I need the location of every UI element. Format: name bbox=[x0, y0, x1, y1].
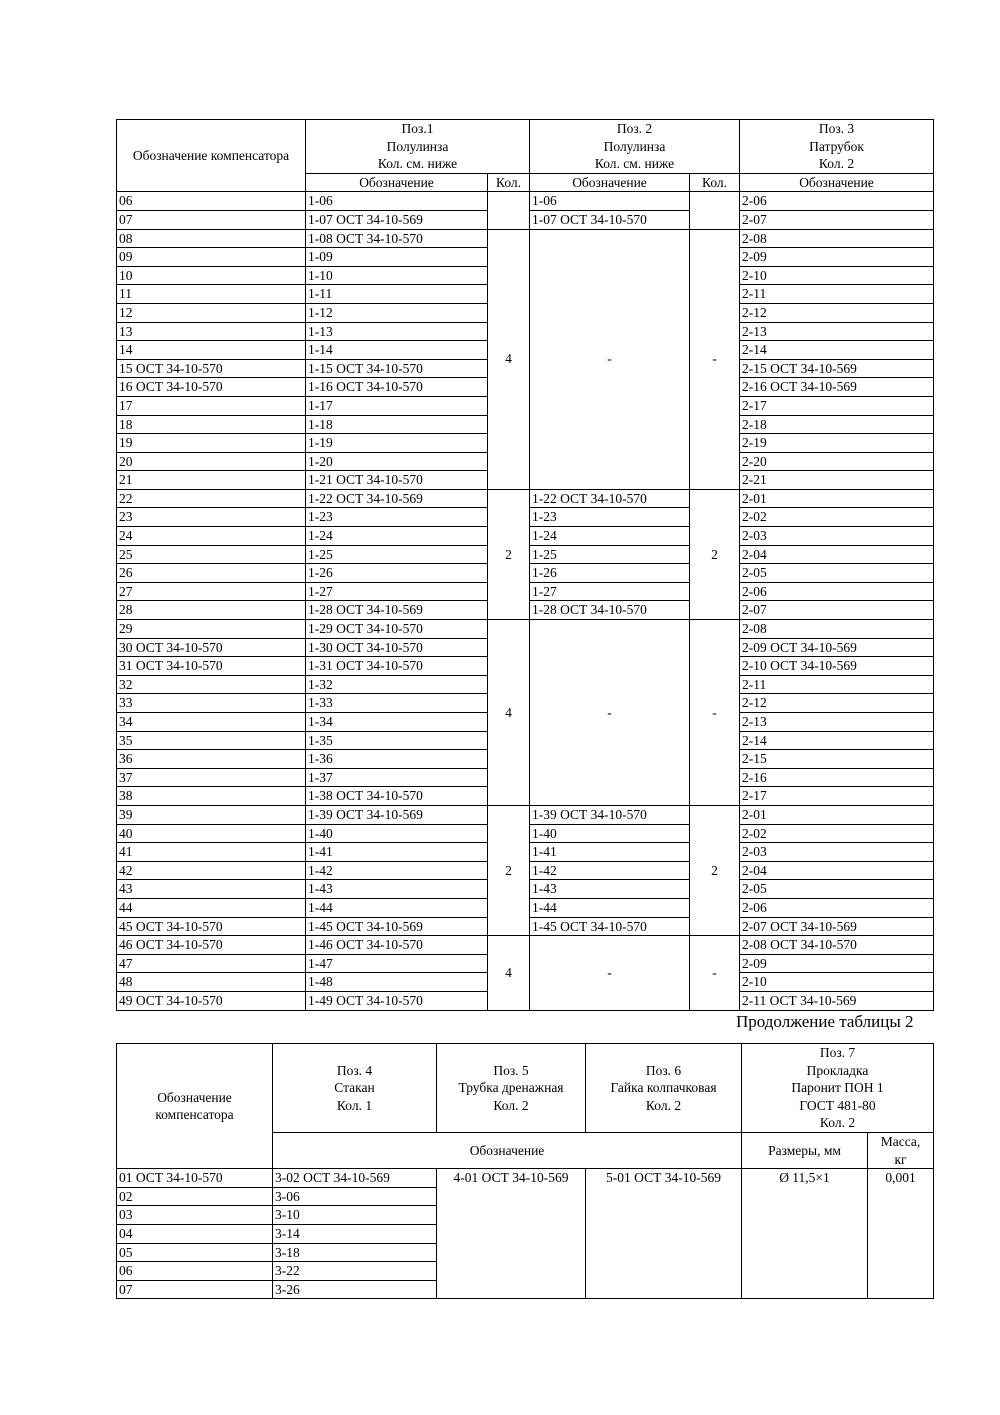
compensator-cell: 44 bbox=[117, 898, 306, 917]
compensator-cell: 30 ОСТ 34-10-570 bbox=[117, 638, 306, 657]
pos3-designation-cell: 2-04 bbox=[740, 545, 934, 564]
pos1-designation-cell: 1-16 ОСТ 34-10-570 bbox=[306, 378, 488, 397]
pos2-designation-cell: 1-42 bbox=[530, 861, 690, 880]
compensator-cell: 24 bbox=[117, 527, 306, 546]
pos1-designation-cell: 1-24 bbox=[306, 527, 488, 546]
pos1-designation-cell: 1-08 ОСТ 34-10-570 bbox=[306, 229, 488, 248]
pos2-qty-cell: 2 bbox=[690, 805, 740, 935]
pos1-designation-cell: 1-39 ОСТ 34-10-569 bbox=[306, 805, 488, 824]
pos2-designation-cell: 1-07 ОСТ 34-10-570 bbox=[530, 210, 690, 229]
pos3-designation-cell: 2-16 bbox=[740, 768, 934, 787]
compensator-cell: 07 bbox=[117, 1280, 273, 1299]
pos1-designation-cell: 1-34 bbox=[306, 713, 488, 732]
pos3-designation-cell: 2-15 bbox=[740, 750, 934, 769]
compensator-cell: 47 bbox=[117, 954, 306, 973]
compensator-cell: 02 bbox=[117, 1187, 273, 1206]
pos3-designation-cell: 2-18 bbox=[740, 415, 934, 434]
pos1-designation-cell: 1-25 bbox=[306, 545, 488, 564]
pos1-designation-cell: 1-37 bbox=[306, 768, 488, 787]
pos2-designation-cell: 1-40 bbox=[530, 824, 690, 843]
compensator-cell: 29 bbox=[117, 620, 306, 639]
compensator-cell: 21 bbox=[117, 471, 306, 490]
compensator-cell: 49 ОСТ 34-10-570 bbox=[117, 991, 306, 1010]
pos2-designation-cell: 1-24 bbox=[530, 527, 690, 546]
pos1-designation-cell: 1-38 ОСТ 34-10-570 bbox=[306, 787, 488, 806]
pos1-designation-cell: 1-11 bbox=[306, 285, 488, 304]
pos2-qty-cell: - bbox=[690, 936, 740, 1010]
pos1-designation-cell: 1-20 bbox=[306, 452, 488, 471]
pos3-designation-cell: 2-01 bbox=[740, 489, 934, 508]
pos3-designation-cell: 2-13 bbox=[740, 322, 934, 341]
compensator-cell: 05 bbox=[117, 1243, 273, 1262]
compensator-cell: 32 bbox=[117, 675, 306, 694]
pos3-designation-cell: 2-09 bbox=[740, 248, 934, 267]
designation-header-2: Обозначение bbox=[273, 1133, 742, 1169]
pos1-designation-cell: 1-14 bbox=[306, 341, 488, 360]
pos3-designation-cell: 2-07 ОСТ 34-10-569 bbox=[740, 917, 934, 936]
pos1-designation-cell: 1-15 ОСТ 34-10-570 bbox=[306, 359, 488, 378]
pos3-designation-cell: 2-02 bbox=[740, 508, 934, 527]
compensator-cell: 09 bbox=[117, 248, 306, 267]
pos2-designation-cell: 1-43 bbox=[530, 880, 690, 899]
pos1-designation-cell: 1-31 ОСТ 34-10-570 bbox=[306, 657, 488, 676]
pos2-designation-cell: 1-28 ОСТ 34-10-570 bbox=[530, 601, 690, 620]
pos2-designation-cell: - bbox=[530, 936, 690, 1010]
compensator-cell: 25 bbox=[117, 545, 306, 564]
pos1-designation-cell: 1-46 ОСТ 34-10-570 bbox=[306, 936, 488, 955]
compensator-cell: 38 bbox=[117, 787, 306, 806]
compensator-cell: 28 bbox=[117, 601, 306, 620]
pos3-designation-cell: 2-08 bbox=[740, 620, 934, 639]
table-row bbox=[117, 1169, 934, 1188]
compensator-cell: 19 bbox=[117, 434, 306, 453]
compensator-cell: 07 bbox=[117, 210, 306, 229]
pos2-designation-cell: 1-39 ОСТ 34-10-570 bbox=[530, 805, 690, 824]
pos4-designation-cell: 3-14 bbox=[273, 1224, 437, 1243]
pos3-designation-cell: 2-09 ОСТ 34-10-569 bbox=[740, 638, 934, 657]
compensator-cell: 01 ОСТ 34-10-570 bbox=[117, 1169, 273, 1188]
pos3-designation-header: Обозначение bbox=[740, 173, 934, 192]
compensator-cell: 15 ОСТ 34-10-570 bbox=[117, 359, 306, 378]
compensator-cell: 36 bbox=[117, 750, 306, 769]
pos1-designation-cell: 1-40 bbox=[306, 824, 488, 843]
compensator-cell: 20 bbox=[117, 452, 306, 471]
compensator-cell: 11 bbox=[117, 285, 306, 304]
pos1-designation-cell: 1-27 bbox=[306, 582, 488, 601]
pos3-designation-cell: 2-09 bbox=[740, 954, 934, 973]
compensator-cell: 04 bbox=[117, 1224, 273, 1243]
compensator-cell: 26 bbox=[117, 564, 306, 583]
compensator-cell: 48 bbox=[117, 973, 306, 992]
pos3-designation-cell: 2-08 bbox=[740, 229, 934, 248]
pos1-designation-cell: 1-06 bbox=[306, 192, 488, 211]
pos2-designation-cell: 1-45 ОСТ 34-10-570 bbox=[530, 917, 690, 936]
pos1-designation-cell: 1-09 bbox=[306, 248, 488, 267]
compensator-cell: 16 ОСТ 34-10-570 bbox=[117, 378, 306, 397]
pos1-designation-cell: 1-18 bbox=[306, 415, 488, 434]
pos4-designation-cell: 3-06 bbox=[273, 1187, 437, 1206]
compensator-cell: 23 bbox=[117, 508, 306, 527]
pos1-designation-cell: 1-29 ОСТ 34-10-570 bbox=[306, 620, 488, 639]
pos3-designation-cell: 2-19 bbox=[740, 434, 934, 453]
pos4-designation-cell: 3-10 bbox=[273, 1206, 437, 1225]
pos4-designation-cell: 3-22 bbox=[273, 1262, 437, 1281]
table-row bbox=[117, 229, 934, 248]
compensator-cell: 43 bbox=[117, 880, 306, 899]
table-row bbox=[117, 192, 934, 211]
pos3-designation-cell: 2-12 bbox=[740, 694, 934, 713]
pos3-designation-cell: 2-07 bbox=[740, 601, 934, 620]
table-row bbox=[117, 936, 934, 955]
pos1-qty-cell: 2 bbox=[488, 489, 530, 619]
pos3-designation-cell: 2-03 bbox=[740, 843, 934, 862]
pos1-designation-cell: 1-26 bbox=[306, 564, 488, 583]
compensator-cell: 34 bbox=[117, 713, 306, 732]
compensator-cell: 42 bbox=[117, 861, 306, 880]
compensator-cell: 14 bbox=[117, 341, 306, 360]
compensator-cell: 45 ОСТ 34-10-570 bbox=[117, 917, 306, 936]
pos2-designation-cell: - bbox=[530, 229, 690, 489]
pos1-designation-cell: 1-43 bbox=[306, 880, 488, 899]
pos1-qty-cell bbox=[488, 192, 530, 229]
pos3-designation-cell: 2-11 bbox=[740, 285, 934, 304]
pos3-designation-cell: 2-15 ОСТ 34-10-569 bbox=[740, 359, 934, 378]
pos1-designation-cell: 1-28 ОСТ 34-10-569 bbox=[306, 601, 488, 620]
compensator-cell: 12 bbox=[117, 303, 306, 322]
compensator-header-2: Обозначение компенсатора bbox=[117, 1044, 273, 1169]
pos2-designation-cell: 1-44 bbox=[530, 898, 690, 917]
pos2-designation-cell: 1-41 bbox=[530, 843, 690, 862]
compensator-cell: 06 bbox=[117, 1262, 273, 1281]
pos3-designation-cell: 2-12 bbox=[740, 303, 934, 322]
compensator-cell: 46 ОСТ 34-10-570 bbox=[117, 936, 306, 955]
pos2-designation-cell: 1-26 bbox=[530, 564, 690, 583]
pos1-designation-cell: 1-44 bbox=[306, 898, 488, 917]
pos2-designation-header: Обозначение bbox=[530, 173, 690, 192]
pos3-designation-cell: 2-14 bbox=[740, 731, 934, 750]
compensator-cell: 39 bbox=[117, 805, 306, 824]
components-table bbox=[116, 119, 934, 1011]
pos2-header: Поз. 2 Полулинза Кол. см. ниже bbox=[530, 120, 740, 174]
sizes-cell: Ø 11,5×1 bbox=[742, 1169, 868, 1299]
pos1-qty-header: Кол. bbox=[488, 173, 530, 192]
compensator-cell: 37 bbox=[117, 768, 306, 787]
pos1-designation-cell: 1-42 bbox=[306, 861, 488, 880]
pos3-designation-cell: 2-03 bbox=[740, 527, 934, 546]
compensator-cell: 03 bbox=[117, 1206, 273, 1225]
pos1-designation-cell: 1-30 ОСТ 34-10-570 bbox=[306, 638, 488, 657]
pos3-designation-cell: 2-10 bbox=[740, 266, 934, 285]
pos2-qty-cell: 2 bbox=[690, 489, 740, 619]
pos2-designation-cell: 1-23 bbox=[530, 508, 690, 527]
pos3-designation-cell: 2-17 bbox=[740, 396, 934, 415]
pos3-designation-cell: 2-20 bbox=[740, 452, 934, 471]
continuation-table-body bbox=[117, 1169, 934, 1299]
pos1-designation-cell: 1-19 bbox=[306, 434, 488, 453]
pos1-designation-cell: 1-10 bbox=[306, 266, 488, 285]
pos6-header: Поз. 6 Гайка колпачковая Кол. 2 bbox=[586, 1044, 742, 1133]
pos3-designation-cell: 2-13 bbox=[740, 713, 934, 732]
pos1-designation-cell: 1-12 bbox=[306, 303, 488, 322]
pos3-designation-cell: 2-04 bbox=[740, 861, 934, 880]
pos1-designation-header: Обозначение bbox=[306, 173, 488, 192]
pos3-designation-cell: 2-05 bbox=[740, 564, 934, 583]
pos3-designation-cell: 2-05 bbox=[740, 880, 934, 899]
pos2-designation-cell: 1-06 bbox=[530, 192, 690, 211]
compensator-cell: 35 bbox=[117, 731, 306, 750]
compensator-cell: 22 bbox=[117, 489, 306, 508]
compensator-cell: 31 ОСТ 34-10-570 bbox=[117, 657, 306, 676]
pos2-qty-cell: - bbox=[690, 229, 740, 489]
pos2-qty-cell bbox=[690, 192, 740, 229]
pos4-designation-cell: 3-18 bbox=[273, 1243, 437, 1262]
pos1-designation-cell: 1-48 bbox=[306, 973, 488, 992]
components-table-body bbox=[117, 192, 934, 1010]
pos1-designation-cell: 1-17 bbox=[306, 396, 488, 415]
pos3-designation-cell: 2-10 ОСТ 34-10-569 bbox=[740, 657, 934, 676]
pos3-header: Поз. 3 Патрубок Кол. 2 bbox=[740, 120, 934, 174]
pos3-designation-cell: 2-07 bbox=[740, 210, 934, 229]
pos1-designation-cell: 1-45 ОСТ 34-10-569 bbox=[306, 917, 488, 936]
pos1-designation-cell: 1-35 bbox=[306, 731, 488, 750]
pos4-designation-cell: 3-26 bbox=[273, 1280, 437, 1299]
pos1-designation-cell: 1-41 bbox=[306, 843, 488, 862]
pos4-designation-cell: 3-02 ОСТ 34-10-569 bbox=[273, 1169, 437, 1188]
pos1-designation-cell: 1-33 bbox=[306, 694, 488, 713]
table-row bbox=[117, 620, 934, 639]
pos2-designation-cell: 1-25 bbox=[530, 545, 690, 564]
pos2-qty-header: Кол. bbox=[690, 173, 740, 192]
pos3-designation-cell: 2-17 bbox=[740, 787, 934, 806]
compensator-cell: 10 bbox=[117, 266, 306, 285]
compensator-cell: 33 bbox=[117, 694, 306, 713]
compensator-cell: 27 bbox=[117, 582, 306, 601]
sizes-header: Размеры, мм bbox=[742, 1133, 868, 1169]
pos3-designation-cell: 2-16 ОСТ 34-10-569 bbox=[740, 378, 934, 397]
pos1-header: Поз.1 Полулинза Кол. см. ниже bbox=[306, 120, 530, 174]
pos2-designation-cell: 1-27 bbox=[530, 582, 690, 601]
pos1-qty-cell: 4 bbox=[488, 936, 530, 1010]
pos2-designation-cell: - bbox=[530, 620, 690, 806]
pos1-designation-cell: 1-22 ОСТ 34-10-569 bbox=[306, 489, 488, 508]
compensator-cell: 06 bbox=[117, 192, 306, 211]
pos3-designation-cell: 2-06 bbox=[740, 582, 934, 601]
compensator-cell: 13 bbox=[117, 322, 306, 341]
pos3-designation-cell: 2-02 bbox=[740, 824, 934, 843]
pos3-designation-cell: 2-08 ОСТ 34-10-570 bbox=[740, 936, 934, 955]
pos1-designation-cell: 1-13 bbox=[306, 322, 488, 341]
pos1-designation-cell: 1-21 ОСТ 34-10-570 bbox=[306, 471, 488, 490]
compensator-cell: 40 bbox=[117, 824, 306, 843]
continuation-caption: Продолжение таблицы 2 bbox=[736, 1012, 914, 1031]
compensator-cell: 18 bbox=[117, 415, 306, 434]
pos3-designation-cell: 2-06 bbox=[740, 898, 934, 917]
pos5-designation-cell: 4-01 ОСТ 34-10-569 bbox=[437, 1169, 586, 1299]
pos3-designation-cell: 2-06 bbox=[740, 192, 934, 211]
table-row bbox=[117, 489, 934, 508]
pos3-designation-cell: 2-11 bbox=[740, 675, 934, 694]
pos1-designation-cell: 1-07 ОСТ 34-10-569 bbox=[306, 210, 488, 229]
pos1-qty-cell: 4 bbox=[488, 229, 530, 489]
compensator-header: Обозначение компенсатора bbox=[117, 120, 306, 192]
pos3-designation-cell: 2-11 ОСТ 34-10-569 bbox=[740, 991, 934, 1010]
mass-cell: 0,001 bbox=[868, 1169, 934, 1299]
pos6-designation-cell: 5-01 ОСТ 34-10-569 bbox=[586, 1169, 742, 1299]
pos3-designation-cell: 2-01 bbox=[740, 805, 934, 824]
table-row bbox=[117, 805, 934, 824]
pos1-qty-cell: 2 bbox=[488, 805, 530, 935]
compensator-cell: 41 bbox=[117, 843, 306, 862]
pos1-designation-cell: 1-36 bbox=[306, 750, 488, 769]
pos7-header: Поз. 7 Прокладка Паронит ПОН 1 ГОСТ 481-80 Кол. 2 bbox=[742, 1044, 934, 1133]
pos2-qty-cell: - bbox=[690, 620, 740, 806]
pos1-designation-cell: 1-23 bbox=[306, 508, 488, 527]
pos3-designation-cell: 2-14 bbox=[740, 341, 934, 360]
pos2-designation-cell: 1-22 ОСТ 34-10-570 bbox=[530, 489, 690, 508]
pos3-designation-cell: 2-10 bbox=[740, 973, 934, 992]
pos1-designation-cell: 1-32 bbox=[306, 675, 488, 694]
pos4-header: Поз. 4 Стакан Кол. 1 bbox=[273, 1044, 437, 1133]
continuation-table bbox=[116, 1043, 934, 1299]
pos1-qty-cell: 4 bbox=[488, 620, 530, 806]
pos1-designation-cell: 1-47 bbox=[306, 954, 488, 973]
pos1-designation-cell: 1-49 ОСТ 34-10-570 bbox=[306, 991, 488, 1010]
compensator-cell: 08 bbox=[117, 229, 306, 248]
compensator-cell: 17 bbox=[117, 396, 306, 415]
pos5-header: Поз. 5 Трубка дренажная Кол. 2 bbox=[437, 1044, 586, 1133]
pos3-designation-cell: 2-21 bbox=[740, 471, 934, 490]
mass-header: Масса, кг bbox=[868, 1133, 934, 1169]
